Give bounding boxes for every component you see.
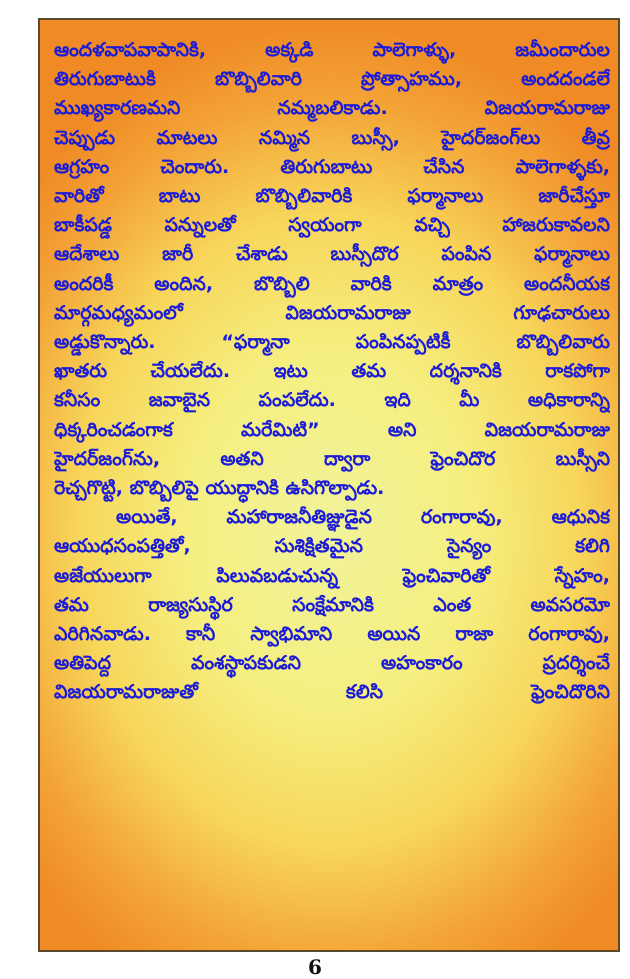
text-line: ఆయుధసంపత్తితో, సుశిక్షితమైన సైన్యం కలిగి (54, 535, 610, 558)
page-number: 6 (308, 955, 322, 979)
text-line: మార్గమధ్యమంలో విజయరామరాజు గూఢచారులు (54, 301, 610, 324)
text-line: విజయరామరాజుతో కలిసి ఫ్రెంచిదొరిని (54, 681, 610, 704)
text-line: చెప్పుడు మాటలు నమ్మిన బుస్సీ, హైదర్‌జంగ్‌లు తీవ్ర (54, 126, 610, 149)
body-text (54, 36, 610, 932)
text-line: తమ రాజ్యసుస్థిర సంక్షేమానికి ఎంత అవసరమో (54, 593, 610, 616)
text-line: కనీసం జవాబైన పంపలేదు. ఇది మీ అధికారాన్ని (54, 389, 610, 412)
text-line: ముఖ్యకారణమని నమ్మబలికాడు. విజయరామరాజు (54, 97, 610, 120)
text-line: అతిపెద్ద వంశస్థాపకుడని అహంకారం ప్రదర్శించే (54, 652, 610, 675)
text-line: హైదర్‌జంగ్‌ను, అతని ద్వారా ఫ్రెంచిదొర బుస్సీని (54, 447, 610, 470)
text-line: రెచ్చగొట్టి, బొబ్బిలిపై యుద్ధానికి ఉసిగొల్పాడు. (54, 477, 385, 500)
text-line: ఆగ్రహం చెందారు. తిరుగుబాటు చేసిన పాలెగాళ్ళకు, (54, 155, 610, 178)
text-line: ఆదేశాలు జారీ చేశాడు బుస్సీదొర పంపిన ఫర్మానాలు (54, 243, 610, 266)
text-line: ధిక్కరించడంగాక మరేమిటి” అని విజయరామరాజు (54, 418, 610, 441)
text-line: తిరుగుబాటుకి బొబ్బిలివారి ప్రోత్సాహము, అందదండలే (54, 68, 610, 91)
text-line: అయితే, మహారాజనీతిజ్ఞుడైన రంగారావు, ఆధునిక (116, 506, 610, 529)
text-line: ఆందళవాపవాపానికి, అక్కడి పాలెగాళ్ళు, జమీందారుల (54, 39, 610, 61)
text-line: ఎరిగినవాడు. కానీ స్వాభిమాని అయిన రాజా రంగారావు, (54, 623, 610, 646)
text-line: బాకీపడ్డ పన్నులతో స్వయంగా వచ్చి హాజరుకావలని (54, 214, 610, 237)
text-line: అడ్డుకొన్నారు. “ఫర్మానా పంపినప్పటికీ బొబ్బిలివారు (54, 331, 610, 354)
page-frame (38, 18, 620, 952)
text-line: అజేయులుగా పిలువబడుచున్న ఫ్రెంచివారితో స్నేహం, (54, 564, 610, 587)
text-line: అందరికీ అందిన, బొబ్బిలి వారికి మాత్రం అందనీయక (54, 272, 610, 295)
text-line: వారితో బాటు బొబ్బిలివారికి ఫర్మానాలు జారీచేస్తూ (54, 185, 610, 208)
text-line: ఖాతరు చేయలేదు. ఇటు తమ దర్శనానికి రాకపోగా (54, 360, 610, 383)
